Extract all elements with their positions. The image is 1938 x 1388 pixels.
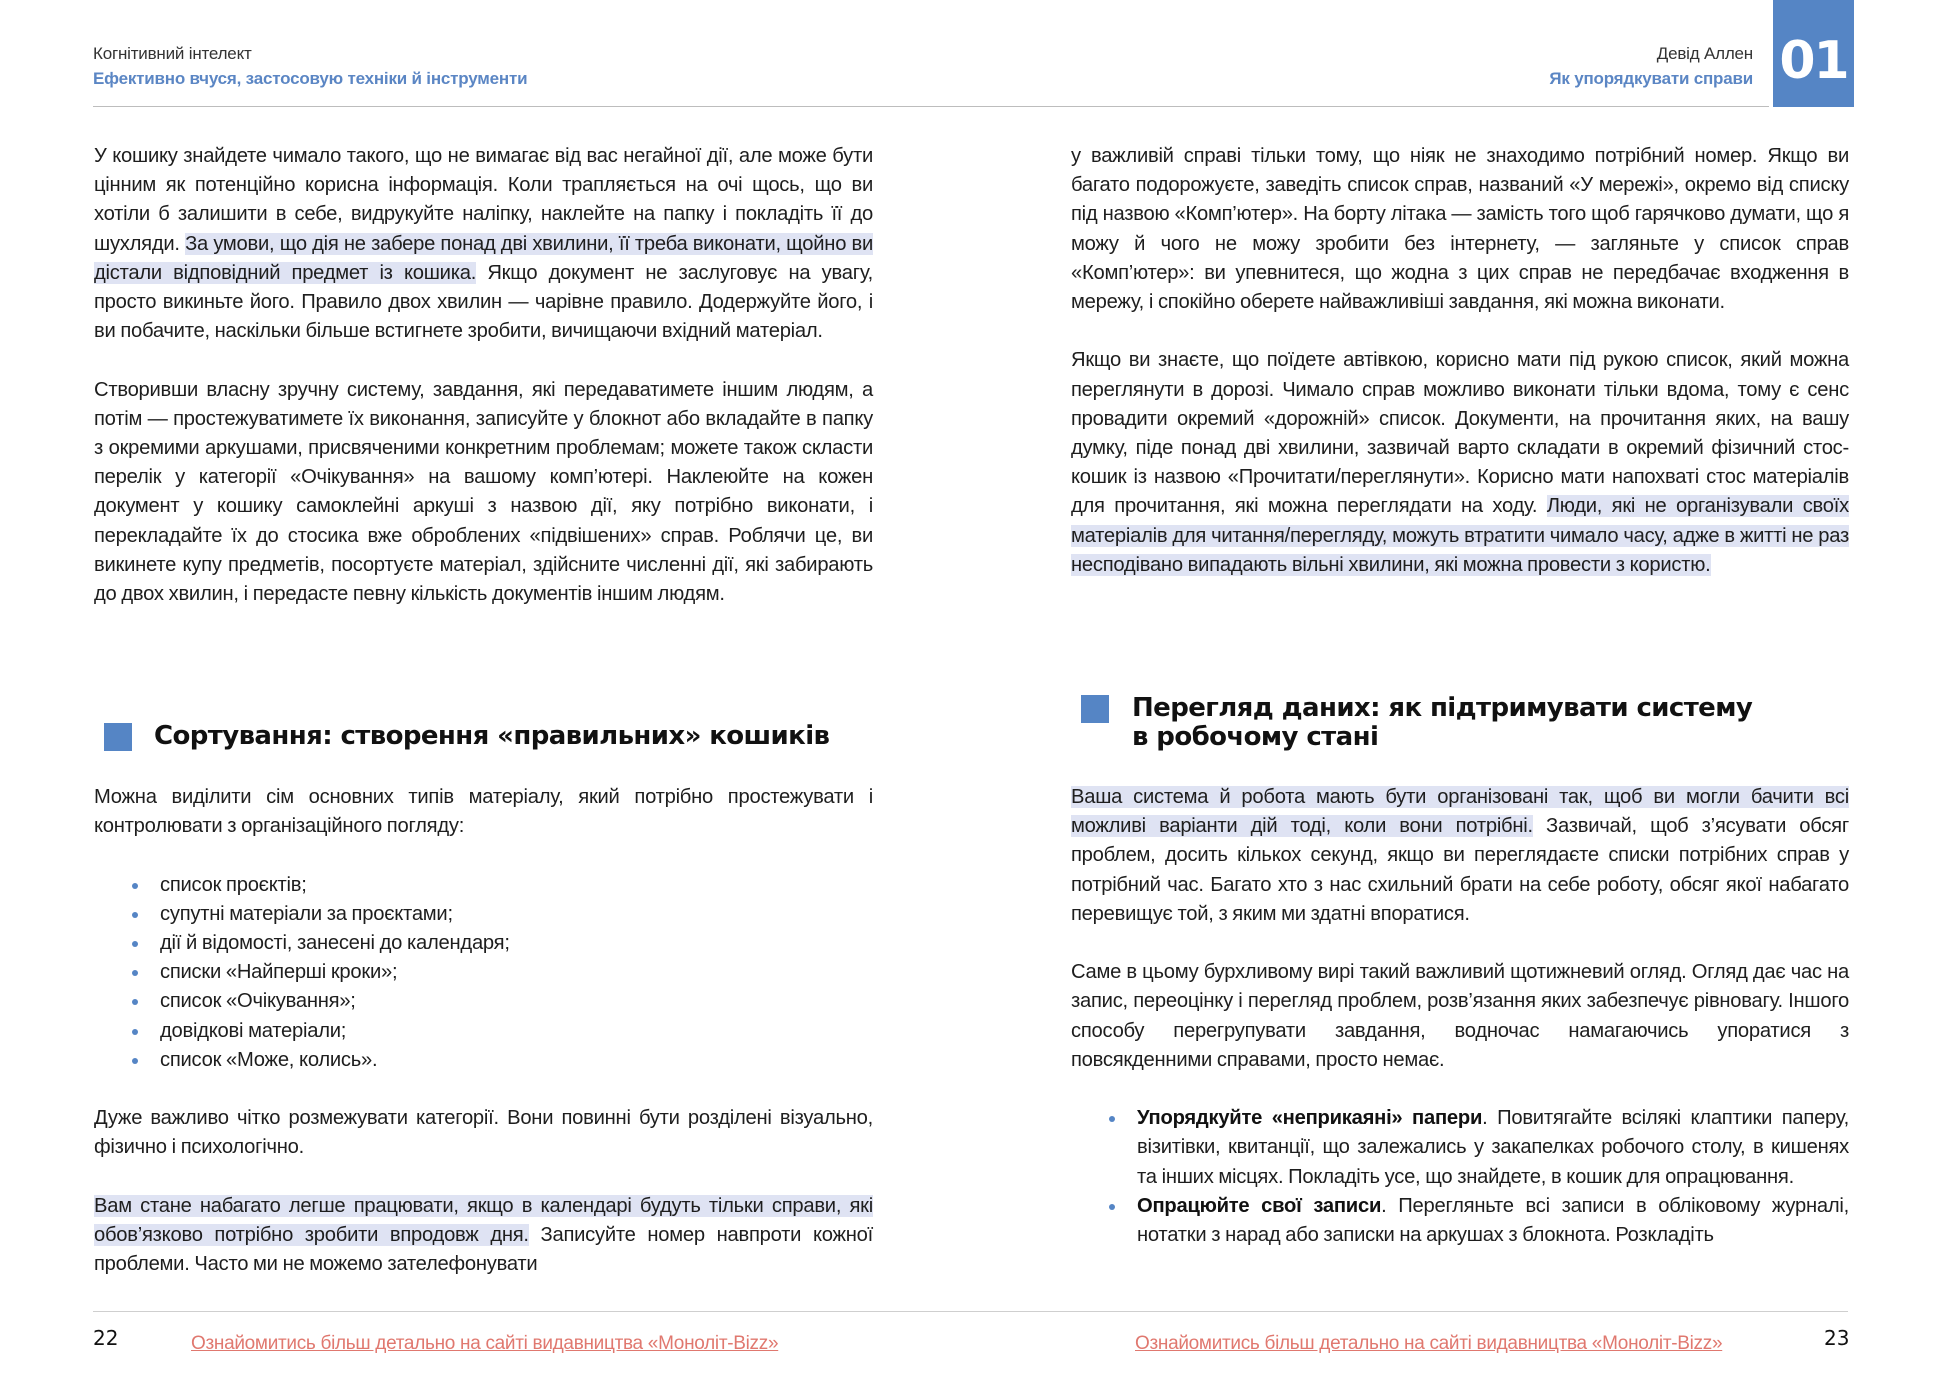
bullet-icon (132, 912, 138, 918)
paragraph: Саме в цьому бурхливому вирі такий важливий щотижневий огляд. Огляд дає час на запис, переоцінку і перегляд проблем, розв’язання яких забезпечує рівновагу. Іншого способу перегрупувати завдання, водночас намагаючись упоратися з повсякденними справами, просто немає. (1071, 961, 1849, 1071)
header-divider (969, 106, 1769, 107)
book-series-title: Когнітивний інтелект (93, 44, 252, 63)
section-square-icon (104, 723, 132, 751)
bullet-icon (1109, 1116, 1115, 1122)
highlighted-text: Вам стане набагато легше працювати, якщо в календарі будуть тільки справи, які обов’язково потрібно зробити впродовж дня. (94, 1194, 873, 1246)
section-heading (1132, 694, 1752, 752)
list-item (94, 900, 873, 929)
bullet-icon (132, 1058, 138, 1064)
list-item (94, 958, 873, 987)
paragraph: у важливій справі тільки тому, що ніяк не знаходимо потрібний номер. Якщо ви багато подорожуєте, заведіть список справ, названий «У мережі», окремо від списку під назвою «Комп’ютер». На борту літака — замість того щоб гарячково думати, що я можу й чого не можу зробити без інтернету, — загляньте у список справ «Комп’ютер»: ви упевнитеся, що жодна з цих справ не передбачає входження в мережу, і спокійно оберете найважливіші завдання, які можна виконати. (1071, 145, 1849, 314)
page-number: 22 (93, 1326, 119, 1350)
footer-divider (93, 1311, 969, 1312)
bullet-icon (132, 1029, 138, 1035)
list-item-text: список «Очікування»; (160, 990, 356, 1013)
right-body-bottom (1071, 783, 1849, 1250)
publisher-promo-link[interactable]: Ознайомитись більш детально на сайті видавництва «Моноліт-Bizz» (1135, 1333, 1723, 1354)
paragraph: Створивши власну зручну систему, завдання, які передаватимете іншим людям, а потім — простежуватимете їх виконання, записуйте у блокнот або вкладайте в папку з окремими аркушами, присвяченими конкретним проблемам; можете також скласти перелік у категорії «Очікування» на вашому комп’ютері. Наклеюйте на кожен документ у кошику самоклейні аркуші з назвою дії, яку потрібно виконати, і перекладайте їх до стосика вже оброблених «підвішених» справ. Роблячи це, ви викинете купу предметів, посортуєте матеріал, здійсните численні дії, які забирають до двох хвилин, і передасте певну кількість документів іншим людям. (94, 378, 873, 606)
paragraph-text: Якщо ви знаєте, що поїдете автівкою, корисно мати під рукою список, який можна переглянути в дорозі. Чимало справ можливо виконати тільки вдома, тому є сенс провадити окремий «дорожній» список. Документи, на прочитання яких, на вашу думку, піде понад дві хвилини, зазвичай варто складати в окремий фізичний стос-кошик із назвою «Прочитати/переглянути». Корисно мати напохваті стос матеріалів для прочитання, які можна переглядати на ходу. (1071, 349, 1849, 518)
left-body-top (94, 142, 873, 609)
page-number: 23 (1824, 1326, 1850, 1350)
paragraph-text: У кошику знайдете чимало такого, що не вимагає від вас негайної дії, але може бути цінним як потенційно корисна інформація. Коли трапляється на очі щось, що ви хотіли б залишити в себе, видрукуйте наліпку, наклейте на папку і покладіть її до шухляди. (94, 145, 873, 255)
list-item-text: . Перегляньте всі записи в обліковому журналі, нотатки з нарад або записки на аркушах з блокнота. Розкладіть (1137, 1194, 1849, 1247)
paragraph (1071, 783, 1849, 929)
list-item-text: список «Може, колись». (160, 1048, 378, 1071)
paragraph (94, 1192, 873, 1280)
list-item (1071, 1192, 1849, 1250)
list-item-text: списки «Найперші кроки»; (160, 961, 398, 984)
list-item (94, 871, 873, 900)
section-heading: Сортування: створення «правильних» кошиків (154, 721, 830, 751)
list-item (94, 987, 873, 1016)
highlighted-text: Ваша система й робота мають бути організовані так, щоб ви могли бачити всі можливі варіанти дій тоді, коли вони потрібні. (1071, 786, 1849, 838)
list-item (1071, 1104, 1849, 1192)
material-types-list (94, 871, 873, 1075)
section-heading-line: Перегляд даних: як підтримувати систему (1132, 693, 1753, 723)
paragraph-text: Записуйте номер навпроти кожної проблеми. Часто ми не можемо зателефонувати (94, 1224, 873, 1276)
list-item-text: дії й відомості, занесені до календаря; (160, 932, 510, 954)
list-item (94, 1017, 873, 1046)
book-title: Як упорядкувати справи (1549, 69, 1753, 88)
left-body-bottom (94, 783, 873, 1279)
paragraph (94, 142, 873, 346)
list-item-text: список проєктів; (160, 873, 307, 896)
header-divider (93, 106, 969, 107)
list-item-title: Упорядкуйте «неприкаяні» папери (1137, 1107, 1483, 1130)
weekly-review-list (1071, 1104, 1849, 1250)
section-heading-line: в робочому стані (1132, 722, 1379, 752)
paragraph-text: Зазвичай, щоб з’ясувати обсяг проблем, досить кількох секунд, якщо ви переглядаєте списки потрібних справ у потрібний час. Багато хто з нас схильний брати на себе роботу, обсяг якої набагато перевищує той, з яким ми здатні впоратися. (1071, 815, 1849, 925)
paragraph: Дуже важливо чітко розмежувати категорії. Вони повинні бути розділені візуально, фізично і психологічно. (94, 1107, 873, 1159)
author-name: Девід Аллен (1656, 44, 1753, 63)
paragraph: Можна виділити сім основних типів матеріалу, який потрібно простежувати і контролювати з організаційного погляду: (94, 786, 873, 838)
right-body-top (1071, 142, 1849, 580)
list-item-text: . Повитягайте всілякі клаптики паперу, візитівки, квитанції, що залежались у закапелках робочого столу, в кишенях та інших місцях. Покладіть усе, що знайдете, в кошик для опрацювання. (1137, 1107, 1849, 1188)
paragraph (1071, 346, 1849, 580)
paragraph-text: Якщо документ не заслуговує на увагу, просто викиньте його. Правило двох хвилин — чарівне правило. Додержуйте його, і ви побачите, наскільки більше встигнете зробити, вичищаючи вхідний матеріал. (94, 261, 873, 343)
book-subtitle: Ефективно вчуся, застосовую техніки й інструменти (93, 69, 528, 88)
publisher-promo-link[interactable]: Ознайомитись більш детально на сайті видавництва «Моноліт-Bizz» (191, 1333, 779, 1354)
footer-divider (969, 1311, 1848, 1312)
list-item-text: супутні матеріали за проєктами; (160, 902, 453, 925)
highlighted-text: За умови, що дія не забере понад дві хвилини, її треба виконати, щойно ви дістали відповідний предмет із кошика. (94, 232, 873, 284)
list-item-title: Опрацюйте свої записи (1137, 1194, 1382, 1217)
bullet-icon (132, 970, 138, 976)
bullet-icon (132, 941, 138, 947)
bullet-icon (132, 883, 138, 889)
right-page (969, 0, 1938, 1388)
list-item (94, 1046, 873, 1075)
chapter-number-badge: 01 (1773, 0, 1854, 107)
highlighted-text: Люди, які не організували своїх матеріалів для читання/перегляду, можуть втратити чимало часу, адже в житті не раз несподівано випадають вільні хвилини, які можна провести з користю. (1071, 495, 1849, 576)
section-square-icon (1081, 695, 1109, 723)
bullet-icon (132, 999, 138, 1005)
list-item-text: довідкові матеріали; (160, 1019, 347, 1042)
list-item (94, 929, 873, 958)
bullet-icon (1109, 1204, 1115, 1210)
